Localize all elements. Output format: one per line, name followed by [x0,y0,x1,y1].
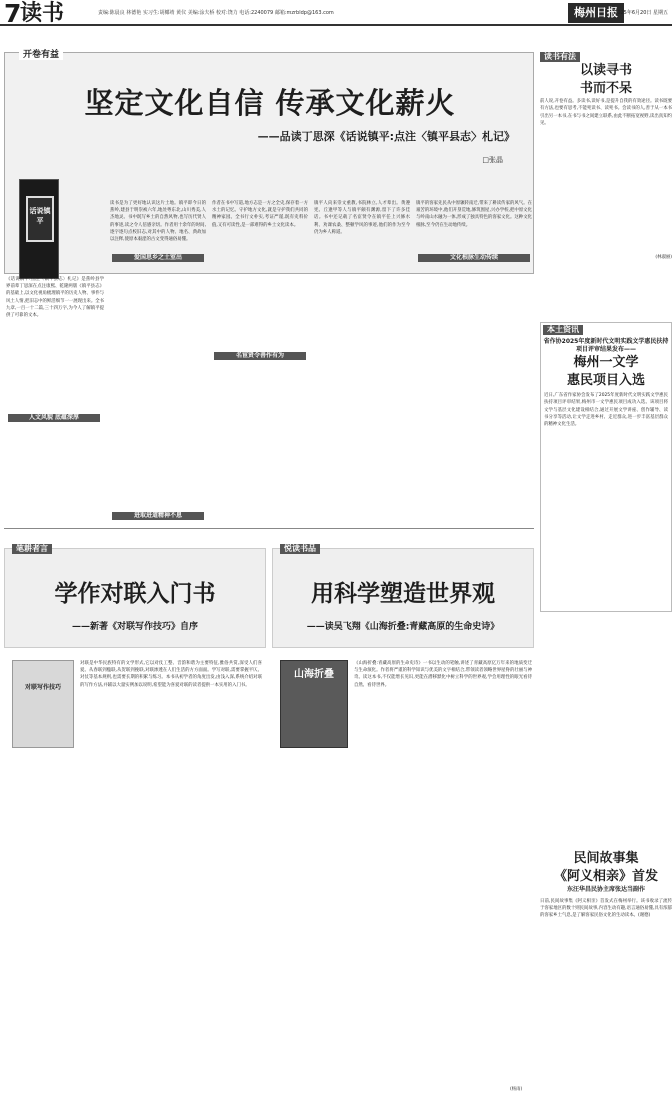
column-label: 开卷有益 [19,50,63,60]
launch-headline: 民间故事集 [573,851,639,866]
book-cover-image [280,660,348,748]
section-heading: 进取进道精神不息 [112,512,204,520]
sidebar-reading-tips [540,52,672,280]
middle-headline: 用科学塑造世界观 [311,581,495,607]
middle-article-body: 《山海折叠:青藏高原的生命史诗》一书以生动的笔触,讲述了青藏高原亿万年来的地质变迁与生命演化。作者将严谨的科学知识与优美的文字相结合,带领读者领略世界屋脊的壮丽与神奇。读这本书,不仅能增长见识,更能在潜移默化中树立科学的世界观,学会用理性的眼光看待自然、看待世界。 [354,661,532,688]
news-headline-line2: 惠民项目入选 [566,373,645,389]
middle-subheadline: ——读吴飞翔《山海折叠:青藏高原的生命史诗》 [306,622,500,632]
feature-subheadline: ——品读丁思深《话说镇平:点注〈镇平县志〉札记》 [257,130,515,143]
book-cover-image [12,660,74,748]
feature-column-4: 镇平人向来崇文重教,书院林立,人才辈出。黄遵宪、丘逢甲等人与镇平颇有渊源,留下了许多佳话。书中还记载了名宦贤令在镇平任上兴修水利、劝课农桑、整顿学风的事迹,他们的作为至今仍为乡人称道。 [314,201,410,235]
section-name: 读书 [20,1,65,26]
book-cover-image [19,179,59,279]
left-headline: 学作对联入门书 [54,581,216,607]
news-body: 近日,广东省作家协会发布了2025年度新时代文明实践文学惠民扶持项目评审结果,梅州市一文学惠民项目成功入选。该项目将文学与基层文化建设相结合,通过开展文学讲座、创作辅导、读书分享等活动,让文学走进乡村、走近群众,进一步丰富基层群众的精神文化生活。 [544,393,668,428]
feature-column-2: 读书是为了更好地认识这片土地。镇平即今日的蕉岭,建县于明崇祯六年,地处粤东北,山川秀美,人杰地灵。书中既写乡土的自然风物,也写历代贤人的事迹,读之令人倍感亲切。作者用十余年的时间,逐字逐句点校旧志,对其中的人物、地名、典故加以注释,使原本艰涩的古文变得通俗易懂。 [110,201,206,243]
issue-date: 2025年6月20日 星期五 [614,10,668,16]
byline: (杨雨) [510,1087,523,1092]
section-heading: 人文风貌 底蕴深厚 [8,414,100,422]
left-subheadline: ——新著《对联写作技巧》自序 [71,622,198,632]
sidebar-book-launch [540,850,672,1098]
byline: (林淑丽) [655,255,672,261]
left-article-body: 对联是中华民族特有的文学形式,它以对仗工整、音韵和谐为主要特征,雅俗共赏,深受人们喜爱。从春联到楹联,从贺联到挽联,对联渗透在人们生活的方方面面。学写对联,需要掌握平仄、对仗等基本规则,也需要长期的积累与练习。本书从初学者的角度出发,由浅入深,系统介绍对联的写作方法,并辅以大量实例加以说明,希望能为喜爱对联的读者提供一本实用的入门书。 [80,661,262,688]
book-cover-title: 山海折叠 [294,669,334,680]
newspaper-logo: 梅州日报 [568,3,624,23]
feature-column-1: 《话说镇平:点注〈镇平县志〉札记》是蕉岭县学界前辈丁思深在点注康熙、乾隆两版《镇平县志》的基础上,以文化视角梳理镇平的历史人物、事件与风土人情,把旧志中的鲜活细节一一展现出来。全书九章,一百一十二篇,三十四万字,为今人了解镇平提供了可靠的文本。 [6,277,104,319]
masthead [0,0,672,26]
sidebar-body: 前人说,开卷有益。多读书,读好书,是提升自我的有效途径。读书既要有方法,也要有思考,不能死读书、读死书。会读书的人,善于从一本书引出另一本书,在书与书之间建立联系,由此不断拓宽视野,读出真知灼见。 [540,99,672,126]
divider [4,528,534,529]
news-pre-headline: 省作协2025年度新时代文明实践文学惠民扶持项目评审结果发布—— [543,338,669,354]
column-label: 本土资讯 [543,325,583,335]
sidebar-headline-line2: 书而不呆 [579,81,632,97]
news-headline: 梅州一文学 [573,355,639,371]
feature-headline: 坚定文化自信 传承文化薪火 [84,86,456,120]
section-heading: 爱国思乡之土室出 [112,254,204,262]
column-label: 读书有法 [540,52,580,62]
editor-credits: 责编:陈晨良 林德艳 实习生:胡椰靖 黄仪 美编:涂夫桥 校对:饶力 电话:2240079 邮箱:mzrbldp@163.com [98,10,334,16]
sidebar-local-news [540,322,672,612]
column-label: 悦读书品 [280,544,320,554]
feature-column-5: 镇平的客家先民从中原辗转南迁,带来了耕读传家的风气。在艰苦的环境中,他们开垦荒地,修筑围屋,兴办学校,把中原文化与岭南山水融为一体,形成了独具特色的客家文化。这种文化根脉,至今仍在生动地传续。 [416,201,532,228]
launch-headline-line2: 《阿义相亲》首发 [553,869,658,884]
column-label: 笔耕者言 [12,544,52,554]
feature-column-3: 作者在书中写道,地方志是一方之全史,保存着一方水土的记忆。守护地方文化,就是守护我们共同的精神家园。全书行文朴实,考证严谨,既有史料价值,又有可读性,是一部难得的乡土文化读本。 [212,201,308,228]
section-heading: 文化根脉生动传续 [418,254,530,262]
byline: □张晶 [482,156,503,164]
launch-subhead: 东汪华昌民协主席张达当副作 [566,886,645,893]
launch-body: 日前,民间故事集《阿义相亲》首发式在梅州举行。该书收录了流传于客家地区的数十则民间故事,内容生动有趣,语言通俗易懂,具有浓郁的客家乡土气息,是了解客家民俗文化的生动读本。(谢德) [540,899,672,919]
book-cover-title: 话说镇平 [26,196,54,242]
book-cover-title: 对联写作技巧 [24,684,61,691]
sidebar-headline: 以读寻书 [579,63,632,79]
section-heading: 名宦贤令善作有为 [214,352,306,360]
page-number: 7 [4,0,22,28]
